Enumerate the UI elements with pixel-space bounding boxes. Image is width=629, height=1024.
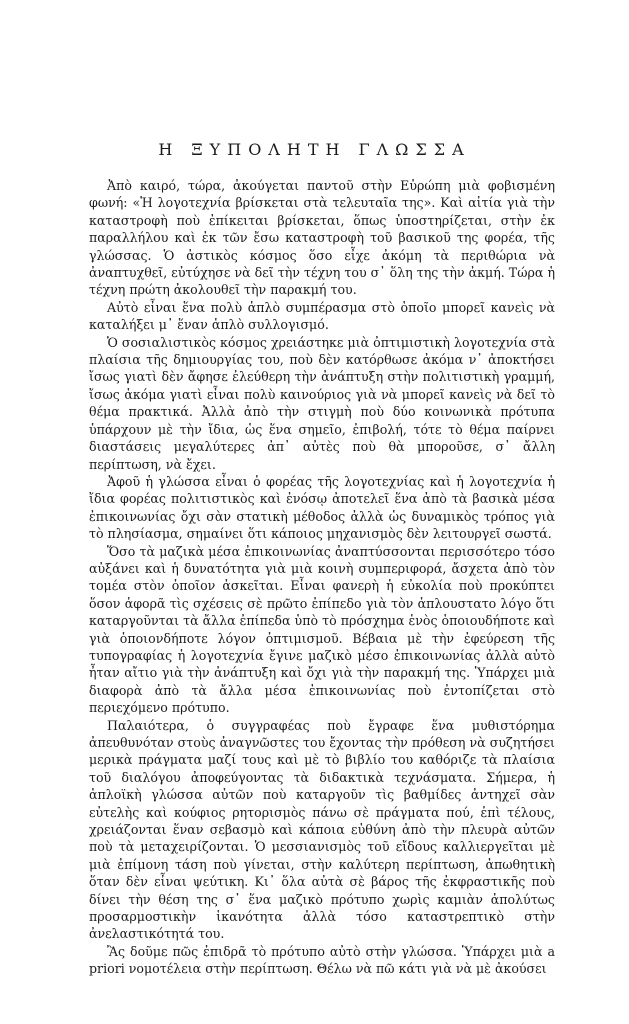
paragraph: Παλαιότερα, ὁ συγγραφέας ποὺ ἔγραφε ἕνα μυθιστόρημα ἀπευθυνόταν στοὺς ἀναγνῶστες του ἔχοντας τὴν πρόθεση νὰ συζητήσει μερικὰ πράγματα μαζί τους καὶ μὲ τὸ βιβλίο του καθόριζε τὰ πλαίσια τοῦ διαλόγου ἀποφεύγοντας τὰ διδακτικὰ τεχνάσματα. Σήμερα, ἡ ἁπλοϊκὴ γλώσσα αὐτῶν ποὺ καταργοῦν τὶς βαθμίδες ἀντηχεῖ σὰν εὐτελὴς καὶ κούφιος ρητορισμὸς πάνω σὲ πράγματα πού, ἐπὶ τέλους, χρειάζονται ἕναν σεβασμὸ καὶ κάποια εὐθύνη ἀπὸ τὴν πλευρὰ αὐτῶν ποὺ τὰ μεταχειρίζονται. Ὁ μεσσιανισμὸς τοῦ εἴδους καλλιεργεῖται μὲ μιὰ ἐπίμονη τάση ποὺ γίνεται, στὴν καλύτερη περίπτωση, ἀπωθητικὴ ὅταν δὲν εἶναι ψεύτικη. Κι᾿ ὅλα αὐτὰ σὲ βάρος τῆς ἐκφραστικῆς ποὺ δίνει τὴν θέση της σ᾿ ἕνα μαζικὸ πρότυπο χωρὶς καμιὰν ἀπολύτως προσαρμοστικὴν ἱκανότητα ἀλλὰ τόσο καταστρεπτικὸ στὴν ἀνελαστικότητά του. [89,717,555,942]
paragraph: Ἀπὸ καιρό, τώρα, ἀκούγεται παντοῦ στὴν Εὐρώπη μιὰ φοβισμένη φωνή: «Ἡ λογοτεχνία βρίσκεται στὰ τελευταῖα της». Καὶ αἰτία γιὰ τὴν καταστροφὴ ποὺ ἐπίκειται βρίσκεται, ὅπως ὑποστηρίζεται, στὴν ἐκ παραλλήλου καὶ ἐκ τῶν ἔσω καταστροφὴ τοῦ βασικοῦ της φορέα, τῆς γλώσσας. Ὁ ἀστικὸς κόσμος ὅσο εἶχε ἀκόμη τὰ περιθώρια νὰ ἀναπτυχθεῖ, εὐτύχησε νὰ δεῖ τὴν τέχνη του σ᾿ ὅλη της τὴν ἀκμή. Τώρα ἡ τέχνη πρώτη ἀκολουθεῖ τὴν παρακμή του. [89,178,555,298]
paragraph: Αὐτὸ εἶναι ἕνα πολὺ ἁπλὸ συμπέρασμα στὸ ὁποῖο μπορεῖ κανεὶς νὰ καταλήξει μ᾿ ἕναν ἁπλὸ συλλογισμό. [89,299,555,333]
chapter-title: Η ΞΥΠΟΛΗΤΗ ΓΛΩΣΣΑ [158,140,471,159]
paragraph: Ἀφοῦ ἡ γλώσσα εἶναι ὁ φορέας τῆς λογοτεχνίας καὶ ἡ λογοτεχνία ἡ ἴδια φορέας πολιτιστικὸς καὶ ἐνόσῳ ἀποτελεῖ ἕνα ἀπὸ τὰ βασικὰ μέσα ἐπικοινωνίας ὄχι σὰν στατικὴ μέθοδος ἀλλὰ ὡς δυναμικὸς τρόπος γιὰ τὸ πλησίασμα, σημαίνει ὅτι κάποιος μηχανισμὸς δὲν λειτουργεῖ σωστά. [89,473,555,542]
paragraph: Ὅσο τὰ μαζικὰ μέσα ἐπικοινωνίας ἀναπτύσσονται περισσότερο τόσο αὐξάνει καὶ ἡ δυνατότητα γιὰ μιὰ κοινὴ συμπεριφορά, ἄσχετα ἀπὸ τὸν τομέα στὸν ὁποῖον ἀσκεῖται. Εἶναι φανερὴ ἡ εὐκολία ποὺ προκύπτει ὅσον ἀφορᾶ τὶς σχέσεις σὲ πρῶτο ἐπίπεδο γιὰ τὸν ἁπλουστατο λόγο ὅτι καταργοῦνται τὰ ἄλλα ἐπίπεδα ὑπὸ τὸ πρόσχημα ἑνὸς ὁποιουδήποτε καὶ γιὰ ὁποιονδήποτε λόγον ὀπτιμισμοῦ. Βέβαια μὲ τὴν ἐφεύρεση τῆς τυπογραφίας ἡ λογοτεχνία ἔγινε μαζικὸ μέσο ἐπικοινωνίας ἀλλὰ αὐτὸ ἦταν αἴτιο γιὰ τὴν ἀνάπτυξη καὶ ὄχι γιὰ τὴν παρακμή της. Ὑπάρχει μιὰ διαφορὰ ἀπὸ τὰ ἄλλα μέσα ἐπικοινωνίας ποὺ ἐντοπίζεται στὸ περιεχόμενο πρότυπο. [89,543,555,716]
paragraph: Ὁ σοσιαλιστικὸς κόσμος χρειάστηκε μιὰ ὀπτιμιστικὴ λογοτεχνία στὰ πλαίσια τῆς δημιουργίας του, ποὺ δὲν κατόρθωσε ἀκόμα ν᾿ ἀποκτήσει ἴσως γιατὶ δὲν ἄφησε ἐλεύθερη τὴν ἀνάπτυξη στὴν πολιτιστικὴ γραμμή, ἴσως ἀκόμα γιατὶ εἶναι πολὺ καινούριος γιὰ νὰ μπορεῖ κανεὶς νὰ δεῖ τὸ θέμα πρακτικά. Ἀλλὰ ἀπὸ τὴν στιγμὴ ποὺ δύο κοινωνικὰ πρότυπα ὑπάρχουν μὲ τὴν ἴδια, ὡς ἕνα σημεῖο, ἐπιβολή, τότε τὸ θέμα παίρνει διαστάσεις μεγαλύτερες ἀπ᾿ αὐτὲς ποὺ θὰ μποροῦσε, σ᾿ ἄλλη περίπτωση, νὰ ἔχει. [89,334,555,472]
paragraph: Ἂς δοῦμε πῶς ἐπιδρᾶ τὸ πρότυπο αὐτὸ στὴν γλώσσα. Ὑπάρχει μιὰ a priori νομοτέλεια στὴν περίπτωση. Θέλω νὰ πῶ κάτι γιὰ νὰ μὲ ἀκούσει [89,943,555,977]
body-text [89,177,555,978]
